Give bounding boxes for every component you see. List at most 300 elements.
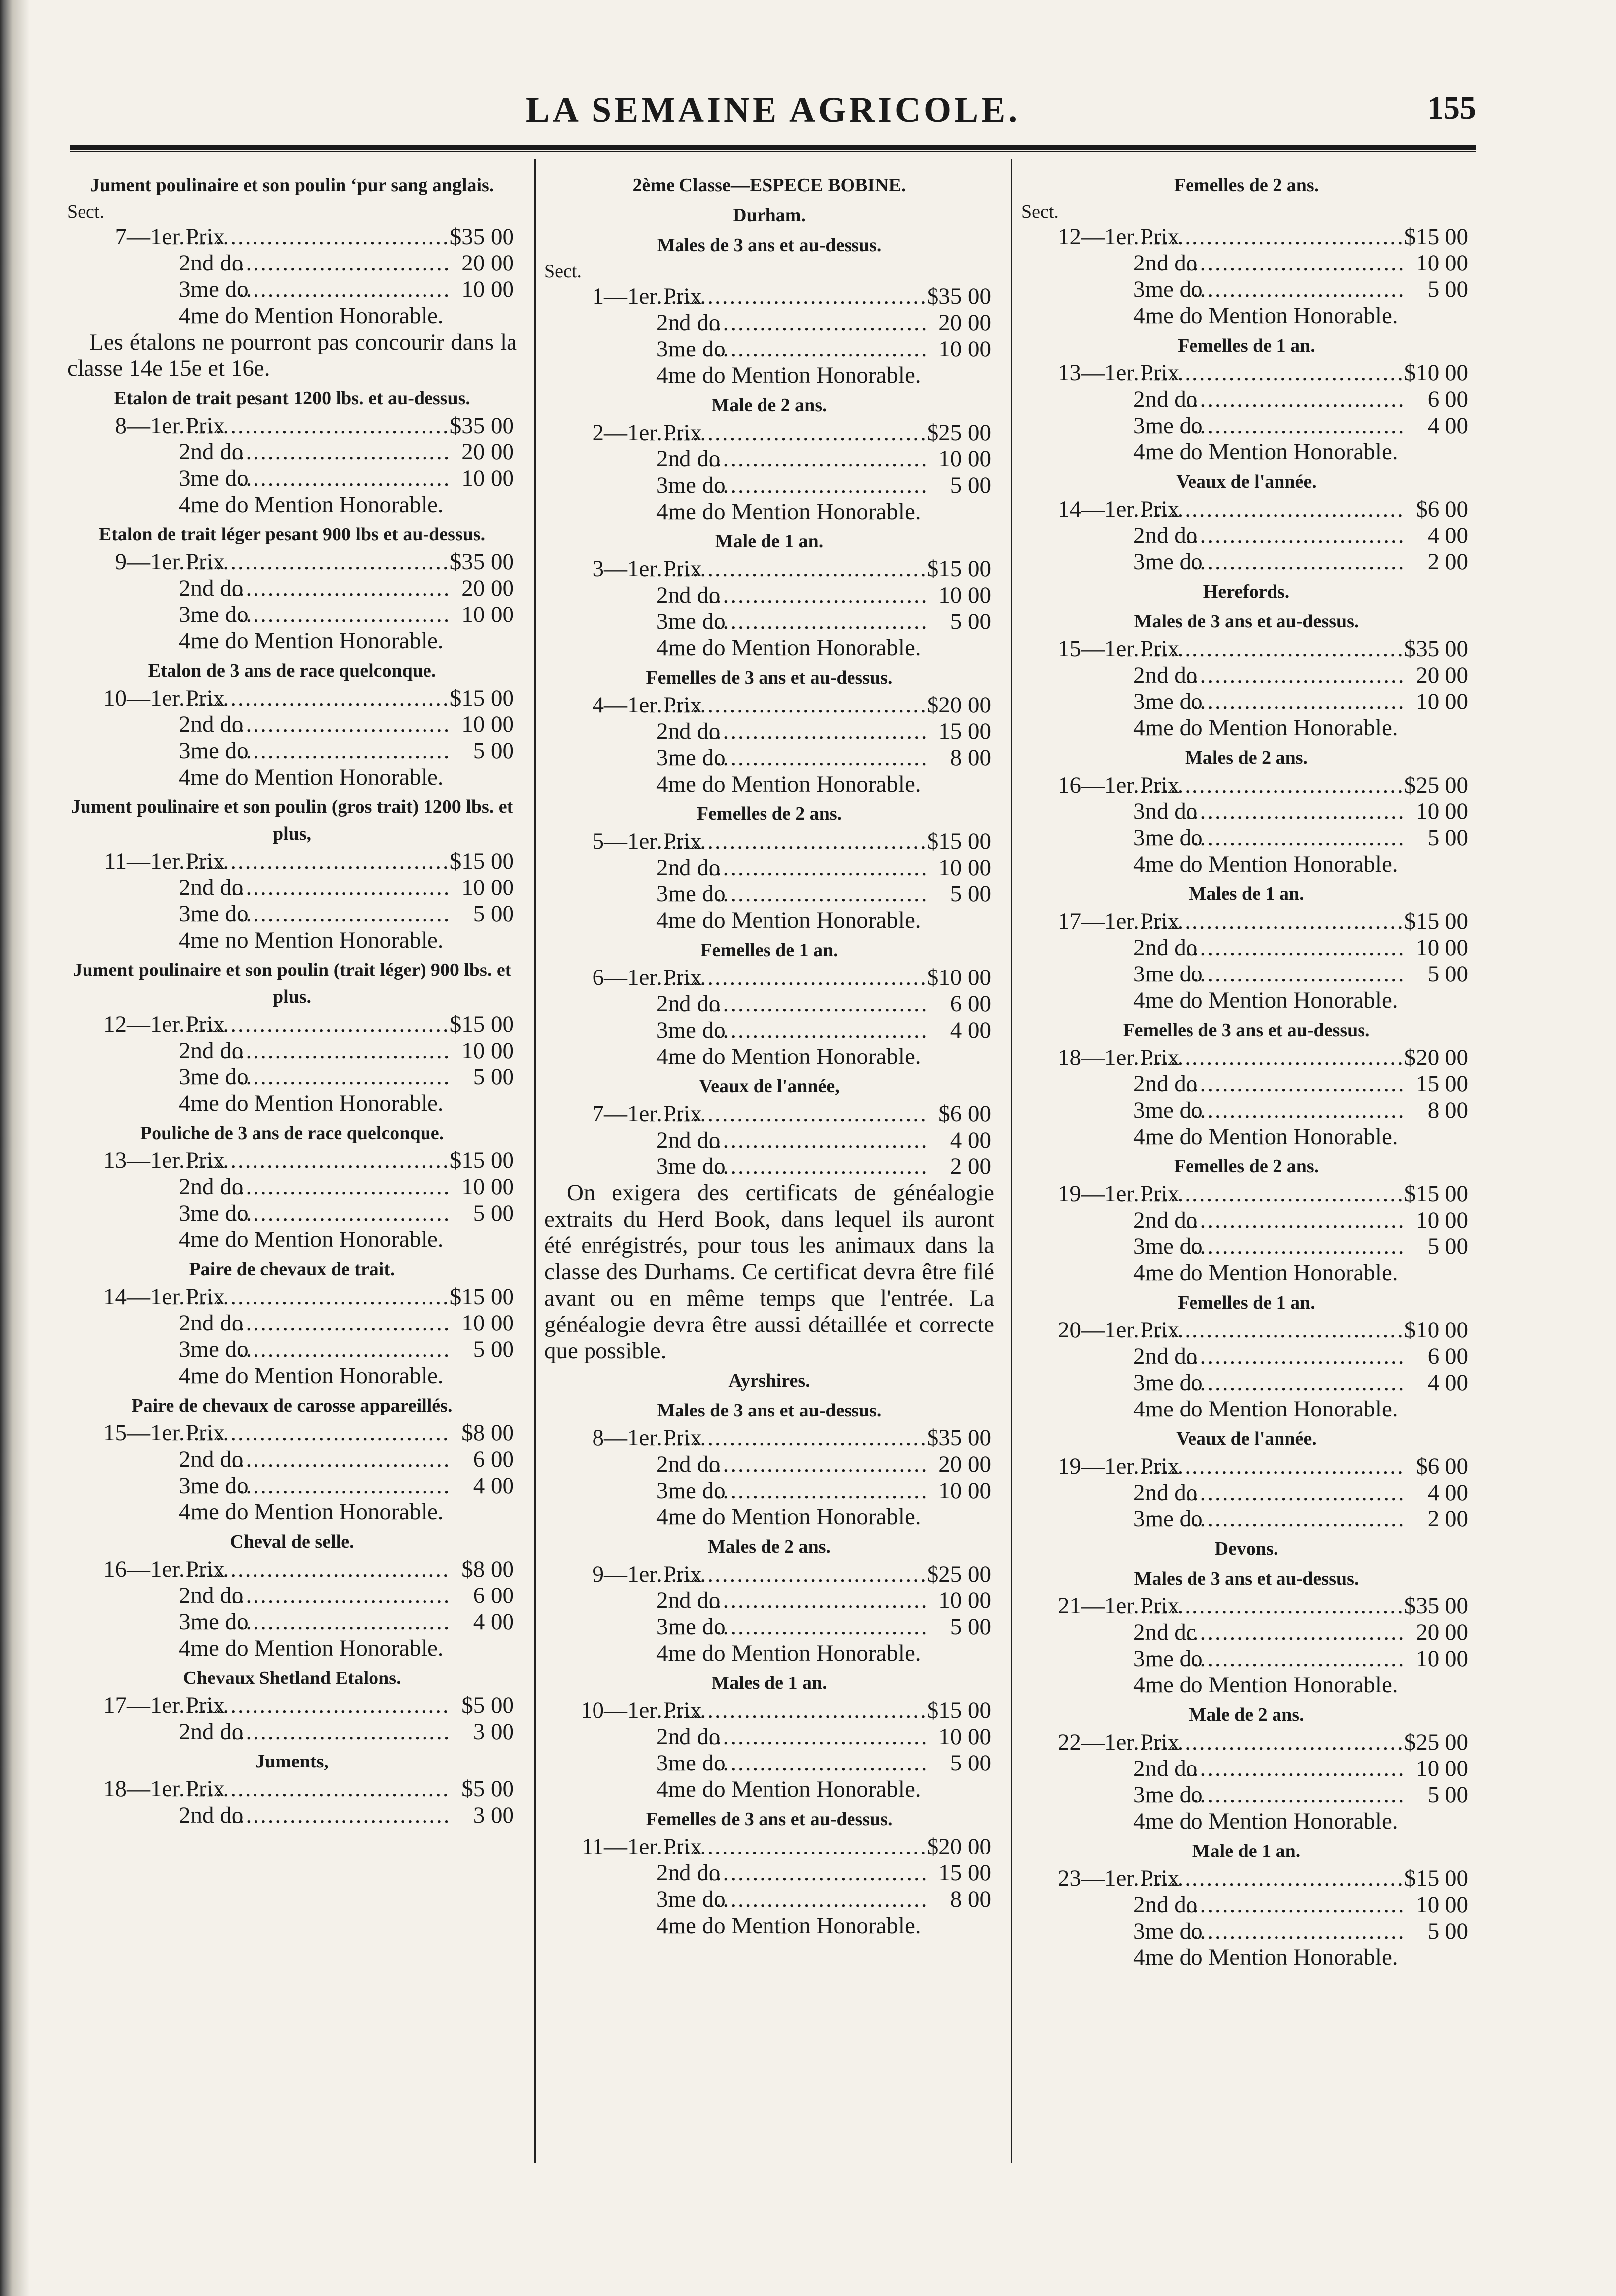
prize-row: [544, 582, 994, 609]
leader-dots: [231, 1336, 449, 1363]
mention-line: 4me do Mention Honorable.: [656, 1913, 921, 1939]
prize-label: —1er Prix: [1081, 1593, 1180, 1619]
prize-amount: 5 00: [1427, 825, 1468, 851]
prize-label: —1er Prix: [604, 283, 702, 309]
leader-dots: [1133, 1453, 1404, 1480]
prize-label: —1er Prix: [1081, 908, 1180, 934]
section-heading: Herefords.: [1203, 581, 1290, 602]
section-number: 14: [1058, 496, 1081, 522]
section-number: 11: [581, 1834, 604, 1859]
leader-dots: [656, 965, 927, 991]
prize-label: —1er Prix: [127, 1776, 225, 1802]
prize-amount: 10 00: [938, 1588, 991, 1613]
prize-row: [1021, 961, 1471, 987]
prize-amount: 10 00: [938, 446, 991, 472]
mention-line: 4me do Mention Honorable.: [179, 1635, 444, 1661]
mention-line: 4me do Mention Honorable.: [179, 628, 444, 654]
section-number: 16: [1058, 772, 1081, 798]
prize-row: [1021, 825, 1471, 851]
prize-label: 2nd do: [179, 1038, 244, 1063]
prize-label: —1er Prix: [1081, 496, 1180, 522]
leader-dots: [1133, 636, 1404, 662]
mention-line: 4me do Mention Honorable.: [656, 907, 921, 933]
leader-dots: [179, 1284, 449, 1310]
prize-amount: 10 00: [461, 465, 514, 491]
leader-dots: [1186, 1207, 1404, 1234]
prize-label: 3me do: [1133, 549, 1203, 575]
section-heading: Etalon de trait pesant 1200 lbs. et au-dessus.: [114, 388, 470, 409]
prize-row: [544, 828, 994, 855]
prize-amount: 4 00: [1427, 1480, 1468, 1505]
prize-row: [1021, 772, 1471, 798]
mention-line: 4me do Mention Honorable.: [656, 1504, 921, 1530]
mention-line: 4me do Mention Honorable.: [1133, 851, 1398, 877]
prize-row: [1021, 1756, 1471, 1782]
prize-amount: 4 00: [1427, 523, 1468, 548]
prize-row: [1021, 250, 1471, 276]
leader-dots: [179, 413, 449, 439]
prize-row: [544, 718, 994, 745]
prize-amount: $6 00: [938, 1101, 991, 1127]
prize-label: 2nd do: [179, 875, 244, 900]
prize-label: 2nd do: [1133, 1071, 1198, 1097]
prize-amount: $35 00: [449, 549, 514, 575]
section-heading: Jument poulinaire et son poulin (gros trait) 1200 lbs. et plus,: [71, 796, 513, 844]
section-heading: Durham.: [733, 205, 806, 226]
prize-amount: $35 00: [927, 283, 991, 309]
prize-label: 2nd do: [179, 575, 244, 601]
leader-dots: [1186, 1782, 1404, 1808]
prize-row: [67, 1310, 517, 1336]
prize-label: 3me do: [179, 1064, 249, 1090]
prize-amount: 20 00: [1416, 1619, 1468, 1645]
mention-line: 4me do Mention Honorable.: [1133, 439, 1398, 465]
leader-dots: [1186, 961, 1404, 987]
prize-label: 2nd do: [656, 1724, 721, 1750]
prize-row: [67, 711, 517, 738]
prize-row: [67, 1420, 517, 1446]
note-paragraph: Les étalons ne pourront pas concourir dans la classe 14e 15e et 16e.: [67, 329, 517, 381]
prize-label: 3me do: [179, 465, 249, 491]
prize-row: [1021, 1892, 1471, 1918]
column-1: [67, 169, 517, 1829]
prize-row: [67, 439, 517, 465]
prize-amount: 5 00: [950, 881, 991, 907]
prize-amount: $15 00: [449, 1284, 514, 1310]
prize-amount: 4 00: [1427, 413, 1468, 439]
prize-amount: $25 00: [1404, 772, 1468, 798]
prize-label: 2nd do: [656, 1860, 721, 1886]
leader-dots: [708, 1451, 927, 1478]
section-number: 18: [1058, 1045, 1081, 1070]
prize-row: [67, 848, 517, 875]
prize-label: 3me do: [1133, 1506, 1203, 1532]
prize-amount: 10 00: [938, 336, 991, 362]
prize-amount: 5 00: [473, 901, 514, 927]
prize-row: [67, 1064, 517, 1090]
prize-row: [544, 420, 994, 446]
prize-row: [544, 1886, 994, 1913]
leader-dots: [179, 1692, 449, 1719]
prize-amount: $20 00: [927, 1834, 991, 1859]
leader-dots: [1186, 276, 1404, 303]
sect-label: Sect.: [67, 201, 104, 222]
prize-amount: 10 00: [1416, 1892, 1468, 1918]
leader-dots: [656, 1425, 927, 1451]
section-heading: Femelles de 1 an.: [1178, 335, 1315, 356]
prize-row: [1021, 1506, 1471, 1532]
section-heading: Males de 2 ans.: [1185, 747, 1308, 768]
prize-row: [67, 875, 517, 901]
leader-dots: [656, 283, 927, 310]
leader-dots: [1186, 798, 1404, 825]
prize-row: [544, 1451, 994, 1478]
leader-dots: [179, 685, 449, 711]
prize-amount: $35 00: [449, 224, 514, 250]
leader-dots: [179, 224, 449, 250]
prize-amount: 5 00: [950, 472, 991, 498]
prize-row: [67, 1336, 517, 1363]
prize-label: 2nd do: [1133, 386, 1198, 412]
prize-label: —1er Prix: [1081, 1453, 1180, 1479]
prize-row: [1021, 276, 1471, 303]
prize-amount: 10 00: [461, 602, 514, 627]
prize-amount: 6 00: [1427, 1343, 1468, 1369]
prize-row: [544, 745, 994, 771]
leader-dots: [708, 855, 927, 881]
leader-dots: [231, 465, 449, 492]
prize-amount: 10 00: [461, 1310, 514, 1336]
prize-row: [67, 1609, 517, 1635]
leader-dots: [708, 609, 927, 635]
prize-label: —1er Prix: [604, 556, 702, 582]
prize-label: 3me do: [656, 1886, 726, 1912]
prize-label: 2nd do: [1133, 1207, 1198, 1233]
section-heading: Femelles de 2 ans.: [1174, 175, 1319, 196]
prize-label: 3me do: [656, 1750, 726, 1776]
leader-dots: [231, 1473, 449, 1499]
leader-dots: [179, 1420, 449, 1446]
prize-label: 3me do: [1133, 1918, 1203, 1944]
prize-label: 3me do: [1133, 825, 1203, 851]
leader-dots: [708, 1153, 927, 1180]
prize-label: 2nd do: [179, 1802, 244, 1828]
prize-amount: 5 00: [950, 1750, 991, 1776]
prize-row: [544, 283, 994, 310]
prize-amount: $15 00: [449, 848, 514, 874]
section-heading: Femelles de 1 an.: [700, 940, 838, 961]
prize-row: [1021, 1317, 1471, 1343]
mention-line: 4me do Mention Honorable.: [656, 1776, 921, 1802]
prize-amount: 10 00: [461, 1038, 514, 1063]
leader-dots: [1186, 549, 1404, 575]
prize-label: —1er Prix: [127, 848, 225, 874]
leader-dots: [708, 991, 927, 1017]
mention-line: 4me do Mention Honorable.: [1133, 1396, 1398, 1422]
prize-label: —1er Prix: [604, 828, 702, 854]
prize-amount: 20 00: [461, 575, 514, 601]
leader-dots: [656, 692, 927, 718]
prize-row: [1021, 1453, 1471, 1480]
section-number: 18: [103, 1776, 127, 1802]
prize-row: [544, 1561, 994, 1588]
section-number: 7: [592, 1101, 604, 1127]
prize-amount: $8 00: [461, 1556, 514, 1582]
section-number: 15: [103, 1420, 127, 1446]
prize-label: 3nd do: [1133, 798, 1198, 824]
prize-label: 2nd do: [179, 439, 244, 465]
prize-label: —1er Prix: [1081, 1317, 1180, 1343]
prize-label: 3me do: [1133, 961, 1203, 987]
prize-row: [1021, 689, 1471, 715]
prize-label: 3me do: [179, 602, 249, 627]
prize-row: [67, 1148, 517, 1174]
prize-label: 3me do: [656, 609, 726, 634]
prize-label: —1er Prix: [604, 1561, 702, 1587]
section-number: 11: [104, 848, 127, 874]
prize-row: [544, 692, 994, 718]
prize-amount: 4 00: [950, 1127, 991, 1153]
prize-label: 3me do: [179, 1336, 249, 1362]
prize-row: [1021, 1593, 1471, 1619]
prize-row: [67, 1556, 517, 1583]
section-number: 6: [592, 965, 604, 990]
leader-dots: [231, 875, 449, 901]
prize-label: 2nd do: [1133, 1480, 1198, 1505]
prize-amount: 10 00: [938, 855, 991, 881]
section-number: 22: [1058, 1729, 1081, 1755]
mention-line: 4me do Mention Honorable.: [179, 1363, 444, 1389]
section-number: 20: [1058, 1317, 1081, 1343]
column-divider: [534, 159, 536, 2163]
prize-amount: 4 00: [950, 1017, 991, 1043]
prize-amount: 2 00: [1427, 1506, 1468, 1532]
prize-amount: 2 00: [1427, 549, 1468, 575]
leader-dots: [1186, 1646, 1404, 1672]
prize-label: 3me do: [1133, 413, 1203, 439]
prize-amount: 4 00: [473, 1609, 514, 1635]
mention-line: 4me do Mention Honorable.: [179, 764, 444, 790]
prize-label: 2nd do: [656, 855, 721, 881]
prize-amount: $15 00: [1404, 908, 1468, 934]
leader-dots: [656, 420, 927, 446]
leader-dots: [1133, 772, 1404, 798]
section-number: 16: [103, 1556, 127, 1582]
mention-line: 4me do Mention Honorable.: [1133, 715, 1398, 741]
prize-amount: 8 00: [950, 745, 991, 771]
prize-amount: 10 00: [461, 276, 514, 302]
prize-amount: $10 00: [1404, 360, 1468, 386]
leader-dots: [656, 1101, 927, 1127]
prize-label: 3me do: [179, 276, 249, 302]
prize-label: —1er Prix: [1081, 1729, 1180, 1755]
prize-amount: 5 00: [1427, 961, 1468, 987]
prize-label: 2nd do: [179, 1310, 244, 1336]
prize-amount: $8 00: [461, 1420, 514, 1446]
prize-label: 3me do: [179, 1609, 249, 1635]
prize-label: —1er Prix: [1081, 1181, 1180, 1207]
prize-row: [1021, 1646, 1471, 1672]
leader-dots: [231, 1310, 449, 1336]
prize-label: —1er Prix: [604, 1834, 702, 1859]
leader-dots: [656, 556, 927, 582]
leader-dots: [231, 1583, 449, 1609]
leader-dots: [231, 1038, 449, 1064]
section-heading: Jument poulinaire et son poulin (trait léger) 900 lbs. et plus.: [73, 960, 511, 1007]
section-number: 3: [592, 556, 604, 582]
leader-dots: [1186, 825, 1404, 851]
prize-row: [544, 1697, 994, 1724]
leader-dots: [231, 738, 449, 764]
prize-amount: $20 00: [1404, 1045, 1468, 1070]
section-heading: Males de 1 an.: [711, 1673, 827, 1693]
prize-row: [1021, 908, 1471, 935]
sect-label: Sect.: [544, 261, 582, 282]
leader-dots: [231, 276, 449, 303]
prize-row: [67, 465, 517, 492]
section-number: 14: [103, 1284, 127, 1310]
prize-row: [544, 1724, 994, 1750]
prize-row: [67, 1802, 517, 1829]
prize-label: 2nd do: [656, 718, 721, 744]
leader-dots: [1186, 1071, 1404, 1097]
prize-row: [1021, 413, 1471, 439]
mention-line: 4me do Mention Honorable.: [656, 1640, 921, 1666]
prize-amount: 10 00: [1416, 798, 1468, 824]
prize-label: 3me do: [656, 1614, 726, 1640]
prize-row: [1021, 386, 1471, 413]
leader-dots: [1133, 908, 1404, 935]
prize-amount: 20 00: [461, 250, 514, 276]
prize-label: —1er Prix: [127, 1284, 225, 1310]
section-number: 17: [103, 1692, 127, 1718]
section-heading: Males de 3 ans et au-dessus.: [1134, 1568, 1359, 1589]
prize-label: 2nd do: [1133, 523, 1198, 548]
prize-row: [1021, 935, 1471, 961]
section-heading: Male de 1 an.: [1192, 1841, 1301, 1861]
section-number: 8: [592, 1425, 604, 1451]
prize-row: [1021, 662, 1471, 689]
prize-label: 3me do: [656, 336, 726, 362]
prize-label: 3me do: [179, 901, 249, 927]
prize-label: 2nd do: [656, 1588, 721, 1613]
prize-amount: 5 00: [1427, 1782, 1468, 1808]
mention-line: 4me do Mention Honorable.: [179, 492, 444, 518]
mention-line: 4me do Mention Honorable.: [656, 362, 921, 388]
prize-row: [1021, 1181, 1471, 1207]
prize-amount: 5 00: [473, 1200, 514, 1226]
prize-label: 3me do: [1133, 1234, 1203, 1259]
prize-row: [1021, 224, 1471, 250]
prize-label: 2nd do: [1133, 662, 1198, 688]
prize-row: [67, 549, 517, 575]
prize-amount: $5 00: [461, 1776, 514, 1802]
leader-dots: [1186, 1892, 1404, 1918]
prize-row: [67, 1174, 517, 1200]
section-number: 13: [103, 1148, 127, 1173]
prize-label: 2nd do: [1133, 1343, 1198, 1369]
prize-amount: 3 00: [473, 1719, 514, 1745]
prize-label: —1er Prix: [1081, 1045, 1180, 1070]
prize-amount: $10 00: [927, 965, 991, 990]
prize-amount: $5 00: [461, 1692, 514, 1718]
prize-amount: 5 00: [1427, 1918, 1468, 1944]
section-number: 10: [581, 1697, 604, 1723]
prize-label: 3me do: [656, 1478, 726, 1503]
prize-label: —1er Prix: [127, 413, 225, 439]
prize-label: 3me do: [656, 745, 726, 771]
prize-label: 2nd do: [179, 1446, 244, 1472]
section-heading: Males de 2 ans.: [708, 1536, 831, 1557]
section-heading: Etalon de trait léger pesant 900 lbs et au-dessus.: [98, 524, 486, 545]
prize-row: [67, 413, 517, 439]
prize-row: [1021, 523, 1471, 549]
prize-amount: 10 00: [1416, 1646, 1468, 1672]
prize-label: 2nd do: [656, 991, 721, 1017]
prize-amount: $15 00: [1404, 1181, 1468, 1207]
prize-amount: 10 00: [461, 711, 514, 737]
section-heading: Etalon de 3 ans de race quelconque.: [148, 660, 436, 681]
leader-dots: [708, 1478, 927, 1504]
prize-row: [1021, 1343, 1471, 1370]
prize-label: 2nd do: [656, 1451, 721, 1477]
leader-dots: [231, 1200, 449, 1227]
section-number: 15: [1058, 636, 1081, 662]
column-2: [544, 169, 994, 1939]
prize-row: [544, 1127, 994, 1153]
prize-row: [1021, 1045, 1471, 1071]
prize-row: [67, 276, 517, 303]
prize-amount: $35 00: [449, 413, 514, 439]
section-heading: Chevaux Shetland Etalons.: [183, 1668, 401, 1688]
prize-row: [1021, 1782, 1471, 1808]
leader-dots: [1186, 1343, 1404, 1370]
leader-dots: [1186, 1480, 1404, 1506]
leader-dots: [1133, 360, 1404, 386]
section-heading: Ayrshires.: [728, 1370, 810, 1391]
leader-dots: [231, 1609, 449, 1635]
leader-dots: [708, 472, 927, 499]
prize-amount: 10 00: [938, 1724, 991, 1750]
prize-row: [544, 310, 994, 336]
prize-label: 3me do: [1133, 689, 1203, 714]
section-number: 21: [1058, 1593, 1081, 1619]
leader-dots: [1186, 523, 1404, 549]
page-number: 155: [1427, 90, 1476, 126]
prize-row: [544, 881, 994, 907]
prize-amount: $6 00: [1416, 1453, 1468, 1479]
section-heading: Pouliche de 3 ans de race quelconque.: [140, 1123, 444, 1144]
prize-amount: 15 00: [1416, 1071, 1468, 1097]
prize-amount: 20 00: [1416, 662, 1468, 688]
prize-amount: 20 00: [461, 439, 514, 465]
prize-row: [67, 602, 517, 628]
prize-label: —1er Prix: [127, 224, 225, 250]
leader-dots: [708, 745, 927, 771]
section-number: 13: [1058, 360, 1081, 386]
prize-label: 3me do: [656, 1017, 726, 1043]
prize-amount: $20 00: [927, 692, 991, 718]
prize-amount: 10 00: [938, 1478, 991, 1503]
prize-amount: $15 00: [927, 556, 991, 582]
prize-amount: 6 00: [1427, 386, 1468, 412]
mention-line: 4me do Mention Honorable.: [1133, 987, 1398, 1013]
leader-dots: [231, 1802, 449, 1829]
leader-dots: [708, 336, 927, 362]
leader-dots: [708, 881, 927, 907]
prize-row: [544, 965, 994, 991]
section-heading: Juments,: [255, 1751, 329, 1772]
